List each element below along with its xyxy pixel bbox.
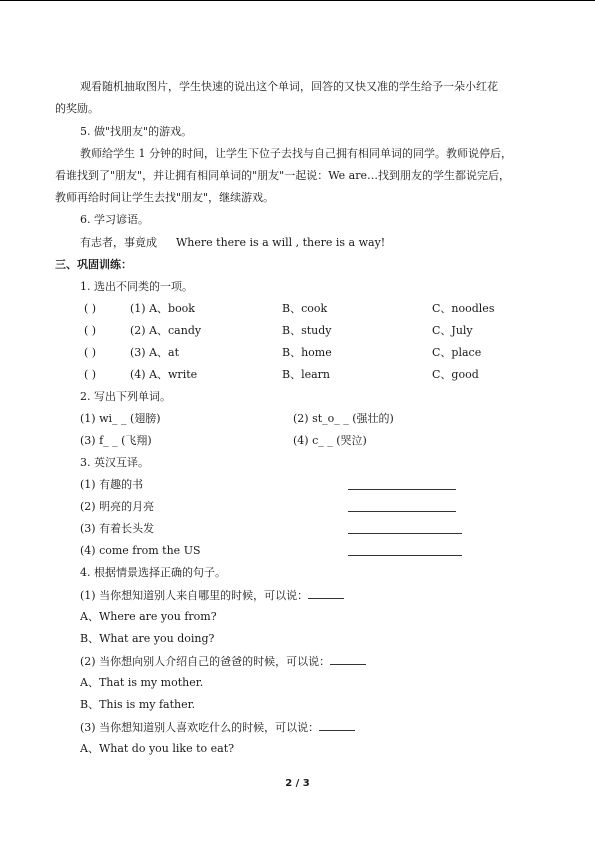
q4-1-text: (1) 当你想知道别人来自哪里的时候，可以说： [80, 589, 309, 602]
q4-1-option-b: B、What are you doing? [80, 632, 215, 645]
proverb-chinese: 有志者，事竟成 [80, 236, 157, 249]
page-number: 2 / 3 [285, 778, 310, 789]
item-5: 5. 做"找朋友"的游戏。 [80, 125, 193, 138]
q2-item-2: (2) st_o_ _ (强壮的) [293, 412, 394, 425]
q4-3-option-a: A、What do you like to eat? [80, 742, 235, 755]
para1-line2: 的奖励。 [55, 102, 99, 115]
q2-item-4: (4) c_ _ (哭泣) [293, 434, 367, 447]
q4-title: 4. 根据情景选择正确的句子。 [80, 566, 226, 579]
option-b: B、cook [282, 302, 328, 315]
option-a: (2) A、candy [130, 324, 202, 337]
q4-3-question [80, 720, 355, 735]
item-6: 6. 学习谚语。 [80, 213, 149, 226]
q3-title: 3. 英汉互译。 [80, 456, 149, 469]
q1-title: 1. 选出不同类的一项。 [80, 280, 193, 293]
option-a: (4) A、write [130, 368, 198, 381]
answer-line[interactable] [348, 545, 462, 556]
option-a: (1) A、book [130, 302, 195, 315]
answer-blank[interactable] [330, 654, 366, 665]
q2-title: 2. 写出下列单词。 [80, 390, 171, 403]
option-b: B、learn [282, 368, 331, 381]
option-b: B、study [282, 324, 332, 337]
para1-line1: 观看随机抽取图片，学生快速的说出这个单词，回答的又快又准的学生给予一朵小红花 [80, 80, 498, 93]
q2-item-3: (3) f_ _ (飞翔) [80, 434, 152, 447]
para2-line1: 教师给学生 1 分钟的时间，让学生下位子去找与自己拥有相同单词的同学。教师说停后， [80, 147, 512, 160]
answer-line[interactable] [348, 479, 456, 490]
answer-line[interactable] [348, 501, 456, 512]
q3-item-2: (2) 明亮的月亮 [80, 500, 155, 513]
q4-2-question [80, 654, 366, 669]
option-c: C、place [432, 346, 482, 359]
answer-paren[interactable]: ( ) [84, 302, 97, 315]
answer-line[interactable] [348, 523, 462, 534]
q4-1-question [80, 588, 344, 603]
answer-paren[interactable]: ( ) [84, 324, 97, 337]
answer-paren[interactable]: ( ) [84, 346, 97, 359]
q4-2-option-a: A、That is my mother. [80, 676, 204, 689]
proverb-english: Where there is a will , there is a way! [176, 236, 386, 249]
option-c: C、noodles [432, 302, 495, 315]
q4-2-option-b: B、This is my father. [80, 698, 196, 711]
answer-blank[interactable] [319, 720, 355, 731]
q4-2-text: (2) 当你想向别人介绍自己的爸爸的时候，可以说： [80, 655, 331, 668]
q3-item-4: (4) come from the US [80, 544, 201, 557]
q4-3-text: (3) 当你想知道别人喜欢吃什么的时候，可以说： [80, 721, 320, 734]
option-b: B、home [282, 346, 332, 359]
proverb [80, 236, 385, 250]
q2-item-1: (1) wi_ _ (翅膀) [80, 412, 161, 425]
para2-line2: 看谁找到了"朋友"，并让拥有相同单词的"朋友"一起说：We are…找到朋友的学生都说完后， [55, 169, 510, 182]
section-title: 三、巩固训练： [55, 258, 132, 271]
option-c: C、July [432, 324, 473, 337]
q3-item-1: (1) 有趣的书 [80, 478, 144, 491]
para2-line3: 教师再给时间让学生去找"朋友"，继续游戏。 [55, 191, 275, 204]
q4-1-option-a: A、Where are you from? [80, 610, 217, 623]
answer-blank[interactable] [308, 588, 344, 599]
option-a: (3) A、at [130, 346, 180, 359]
header-rule [0, 0, 595, 1]
answer-paren[interactable]: ( ) [84, 368, 97, 381]
option-c: C、good [432, 368, 479, 381]
q3-item-3: (3) 有着长头发 [80, 522, 155, 535]
